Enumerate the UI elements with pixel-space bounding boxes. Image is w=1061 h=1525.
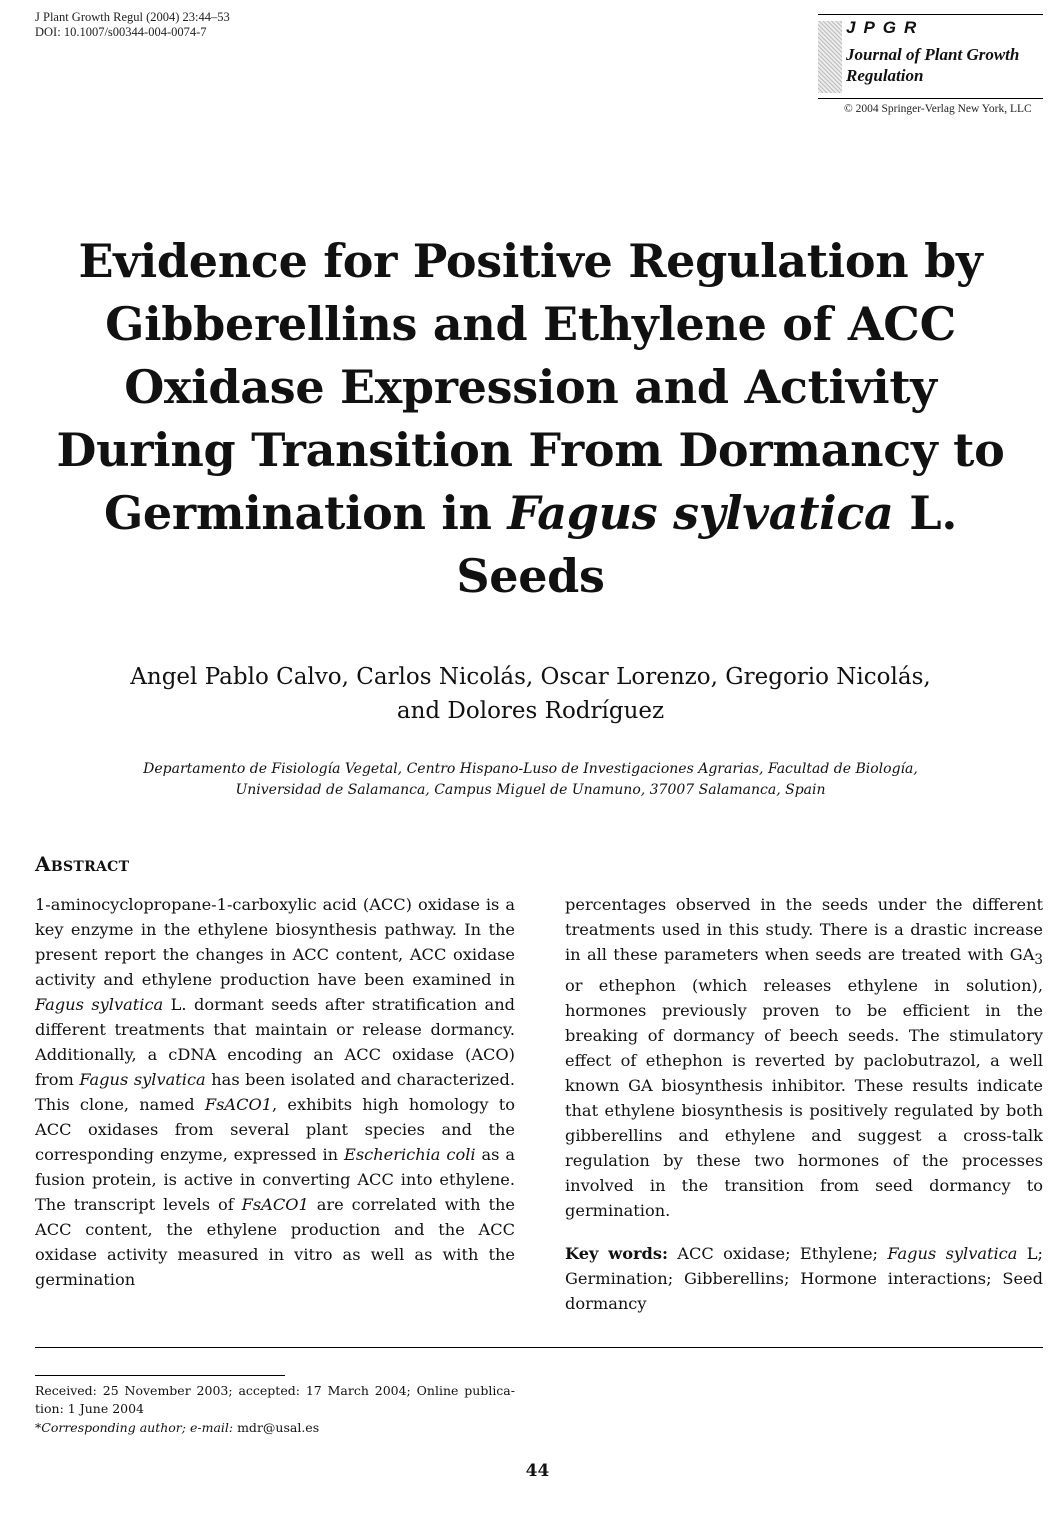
abstract-text: L. dormant seeds after stratification and different treatments that maintain or release dormancy. Additionally, a cDNA encoding an ACC oxidase (ACO) from [35,995,515,1089]
abstract-text: or ethephon (which releases ethylene in solution), hormones previously proven to be efficient in the breaking of dormancy of beech seeds. The stimulatory effect of ethephon is reverted by paclobutrazol, a well known GA biosynthesis inhibitor. These results indicate that ethylene biosynthesis is positively regulated by both gibberellins and ethylene and suggest a cross-talk regulation by these two hormones of the processes involved in the transition from seed dormancy to germination. [565,976,1043,1221]
keywords-text: ACC oxidase; Ethylene; [667,1244,888,1263]
footnote-divider [35,1375,285,1376]
subscript: 3 [1034,952,1043,969]
abstract-text: 1-aminocyclopropane-1-carboxylic acid (ACC) oxidase is a key enzyme in the ethylene biosynthesis pathway. In the present report the changes in ACC content, ACC oxidase activity and ethylene production have been examined in [35,895,515,989]
abstract-right-column [565,892,1043,1223]
abstract-text: percentages observed in the seeds under the different treatments used in this study. There is a drastic increase in all these parameters when seeds are treated with GA [565,895,1043,964]
journal-logo-icon [818,21,842,93]
copyright-line: © 2004 Springer-Verlag New York, LLC [844,103,1032,115]
title-text-end: L. Seeds [456,486,958,603]
keywords [565,1241,1043,1316]
citation-line: J Plant Growth Regul (2004) 23:44–53 [35,10,230,24]
keywords-label: Key words: [565,1244,668,1263]
paper-title [30,230,1031,608]
masthead-bottom-rule [818,98,1043,99]
doi-line: DOI: 10.1007/s00344-004-0074-7 [35,25,207,39]
abstract-left-column [35,892,515,1292]
gene-name: FsACO1 [204,1095,273,1114]
journal-abbreviation: JPGR [846,18,925,37]
running-header [35,10,230,40]
affiliation [60,759,1001,801]
journal-name: Journal of Plant Growth Regulation [846,45,1020,85]
abstract-text: has been isolated and characterized. This clone, named [35,1070,515,1114]
corresponding-author [35,1419,515,1437]
title-species: Fagus sylvatica [507,486,894,540]
species-name: Fagus sylvatica [887,1244,1018,1263]
species-name: Fagus sylvatica [79,1070,206,1089]
author-list [40,660,1021,728]
affiliation-line-2: Universidad de Salamanca, Campus Miguel de Unamuno, 37007 Salamanca, Spain [235,782,826,798]
section-divider [35,1347,1043,1348]
received-dates: Received: 25 November 2003; accepted: 17 March 2004; Online publication: 1 June 2004 [35,1383,515,1416]
author-line-1: Angel Pablo Calvo, Carlos Nicolás, Oscar Lorenzo, Gregorio Nicolás, [130,664,931,690]
abstract-heading: Abstract [35,852,130,876]
page-number: 44 [525,1461,550,1481]
abstract-text: as a fusion protein, is active in converting ACC into ethylene. The transcript levels of [35,1145,515,1214]
gene-name: FsACO1 [241,1195,309,1214]
abstract-text: , exhibits high homology to ACC oxidases from several plant species and the corresponding enzyme, expressed in [35,1095,516,1164]
title-text: Evidence for Positive Regulation by Gibberellins and Ethylene of ACC Oxidase Expression and Activity During Transition From Dormancy to Germination in [56,234,1005,540]
corresponding-email: mdr@usal.es [233,1420,320,1435]
species-name: Escherichia coli [344,1145,476,1164]
abstract-text: are correlated with the ACC content, the ethylene production and the ACC oxidase activity measured in vitro as well as with the germination [35,1195,516,1289]
masthead-top-rule [818,14,1043,15]
keywords-text: L; Germination; Gibberellins; Hormone interactions; Seed dormancy [565,1244,1043,1313]
author-line-2: and Dolores Rodríguez [396,698,665,724]
corresponding-label: *Corresponding author; e-mail: [35,1420,234,1435]
species-name: Fagus sylvatica [35,995,164,1014]
affiliation-line-1: Departamento de Fisiología Vegetal, Centro Hispano-Luso de Investigaciones Agrarias, Facultad de Biología, [143,761,918,777]
